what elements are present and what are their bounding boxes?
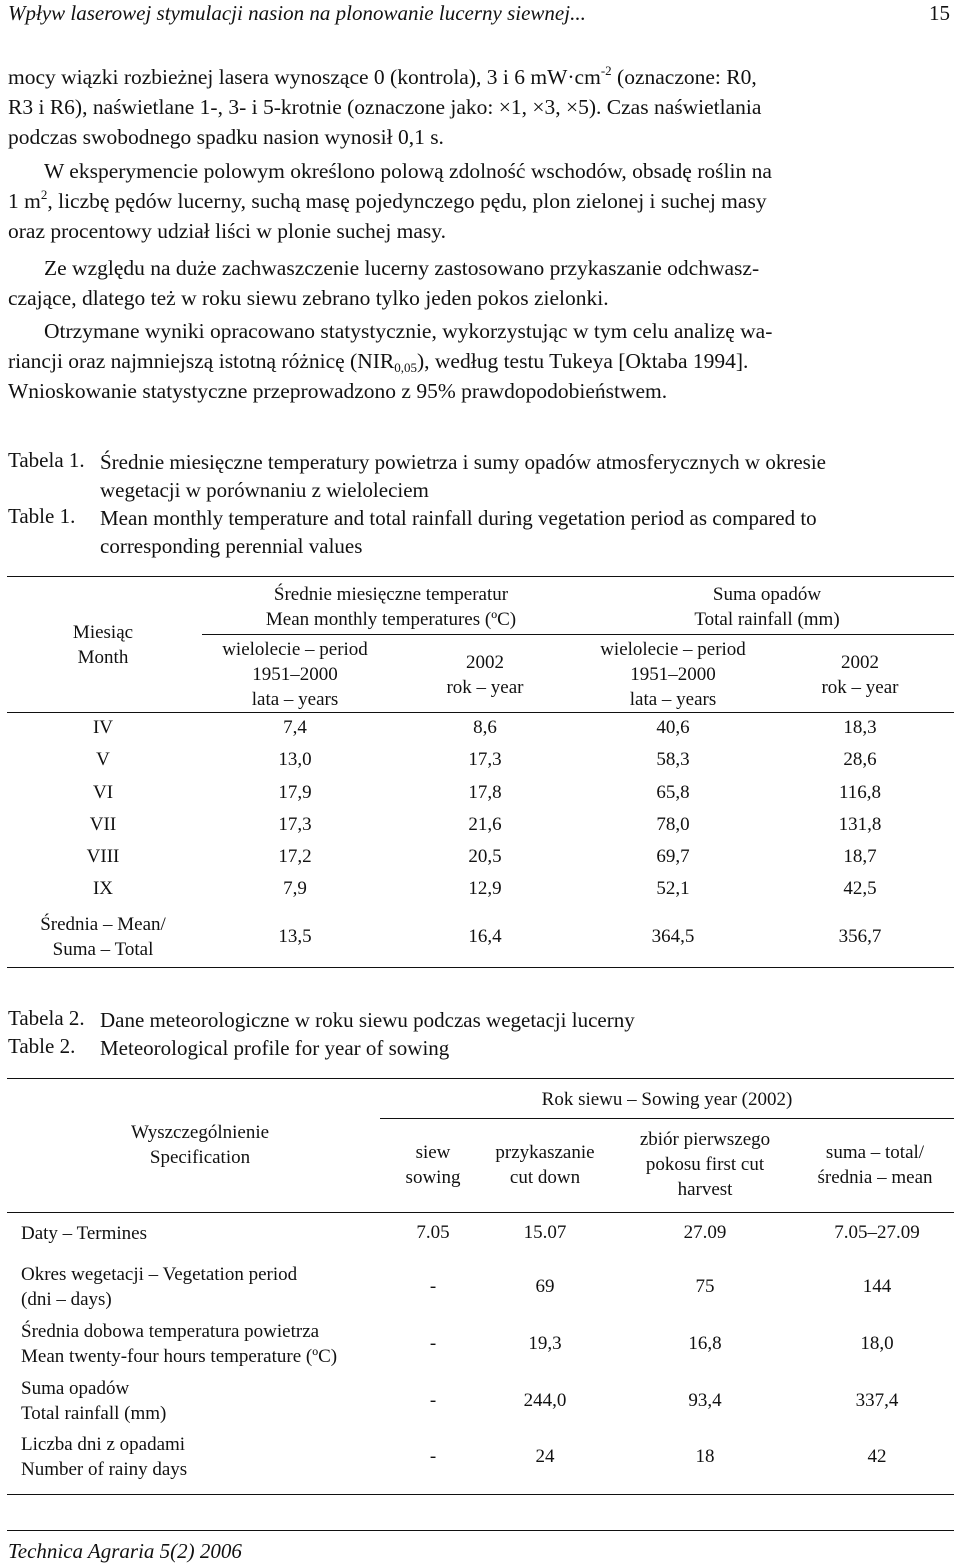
subscript: 0,05 (394, 360, 417, 375)
paragraph-2 (8, 156, 952, 246)
col-header-harvest: zbiór pierwszego pokosu first cut harvest (639, 1129, 771, 1200)
table-rule (7, 1494, 954, 1495)
table2-caption-en: Meteorological profile for year of sowing (100, 1036, 450, 1060)
paragraph-3 (8, 253, 952, 313)
sub-header-2002: 2002 rok – year (821, 652, 899, 698)
journal-footer: Technica Agraria 5(2) 2006 (8, 1539, 242, 1563)
footer-rule (7, 1530, 954, 1531)
paragraph-line: Wnioskowanie statystyczne przeprowadzono z 95% prawdopodobieństwem. (8, 379, 668, 403)
paragraph-line: W eksperymencie polowym określono polową zdolność wschodów, obsadę roślin na (44, 159, 772, 183)
col-header-specification: Wyszczególnienie Specification (130, 1122, 270, 1168)
sub-header-2002: 2002 rok – year (446, 652, 524, 698)
paragraph-line: oraz procentowy udział liści w plonie suchej masy. (8, 219, 447, 243)
sub-header-perennial: wielolecie – period 1951–2000 lata – years (600, 639, 746, 710)
paragraph-line: Otrzymane wyniki opracowano statystycznie, wykorzystując w tym celu analizę wa- (44, 319, 773, 343)
paragraph-line: Ze względu na duże zachwaszczenie lucerny zastosowano przykaszanie odchwasz- (44, 256, 760, 280)
table1-caption-en-label: Table 1. (8, 504, 76, 528)
group-header-sowing-year: Rok siewu – Sowing year (2002) (541, 1089, 793, 1110)
table1-caption-pl-label: Tabela 1. (8, 448, 85, 472)
col-header-total: suma – total/ średnia – mean (817, 1142, 933, 1188)
group-header-temperature: Średnie miesięczne temperatur Mean monthly temperatures (ºC) (265, 584, 517, 630)
paragraph-line: R3 i R6), naświetlane 1-, 3- i 5-krotnie (oznaczone jako: ×1, ×3, ×5). Czas naświetlania (8, 95, 762, 119)
table-rule (7, 1212, 954, 1213)
table2-caption-pl-label: Tabela 2. (8, 1006, 85, 1030)
group-header-rainfall: Suma opadów Total rainfall (mm) (694, 584, 840, 630)
col-header-cut-down: przykaszanie cut down (495, 1142, 595, 1188)
paragraph-line: 1 $m^2$, liczbę pędów lucerny, suchą masę pojedynczego pędu, plon zielonej i suchej masy (8, 187, 767, 213)
superscript: 2 (40, 187, 48, 202)
table2-caption-en-label: Table 2. (8, 1034, 76, 1058)
col-header-sowing: siew sowing (405, 1142, 461, 1188)
total-label: Średnia – Mean/ Suma – Total (40, 914, 166, 960)
table-rule (380, 1118, 954, 1119)
table1-caption-pl: Średnie miesięczne temperatury powietrza i sumy opadów atmosferycznych w okresie wegetacji w porównaniu z wieloleciem (100, 450, 826, 502)
sub-header-perennial: wielolecie – period 1951–2000 lata – years (222, 639, 368, 710)
paragraph-4 (8, 316, 952, 406)
table2-caption-pl: Dane meteorologiczne w roku siewu podczas wegetacji lucerny (100, 1008, 635, 1032)
superscript: -2 (600, 63, 612, 78)
paragraph-line: mocy wiązki rozbieżnej lasera wynoszące 0 (kontrola), 3 i 6 $mW\cdot cm^{-2}$ (oznaczone: R0, (8, 63, 757, 89)
paragraph-line: riancji oraz najmniejszą istotną różnicę $(NIR_{0,05})$, według testu Tukeya [Oktaba 1994]. (8, 349, 749, 375)
table-rule (7, 967, 954, 968)
running-title: Wpływ laserowej stymulacji nasion na plonowanie lucerny siewnej... (8, 1, 586, 25)
paragraph-1 (8, 62, 952, 152)
paragraph-line: czające, dlatego też w roku siewu zebrano tylko jeden pokos zielonki. (8, 286, 609, 310)
table-rule (7, 576, 954, 577)
table-rule (7, 1078, 954, 1079)
col-header-month: Miesiąc Month (72, 622, 134, 668)
page-number: 15 (929, 1, 950, 25)
table1-caption-en: Mean monthly temperature and total rainfall during vegetation period as compared to corresponding perennial values (100, 506, 817, 558)
table-rule (202, 634, 954, 635)
table-rule (7, 712, 954, 713)
paragraph-line: podczas swobodnego spadku nasion wynosił 0,1 s. (8, 125, 444, 149)
